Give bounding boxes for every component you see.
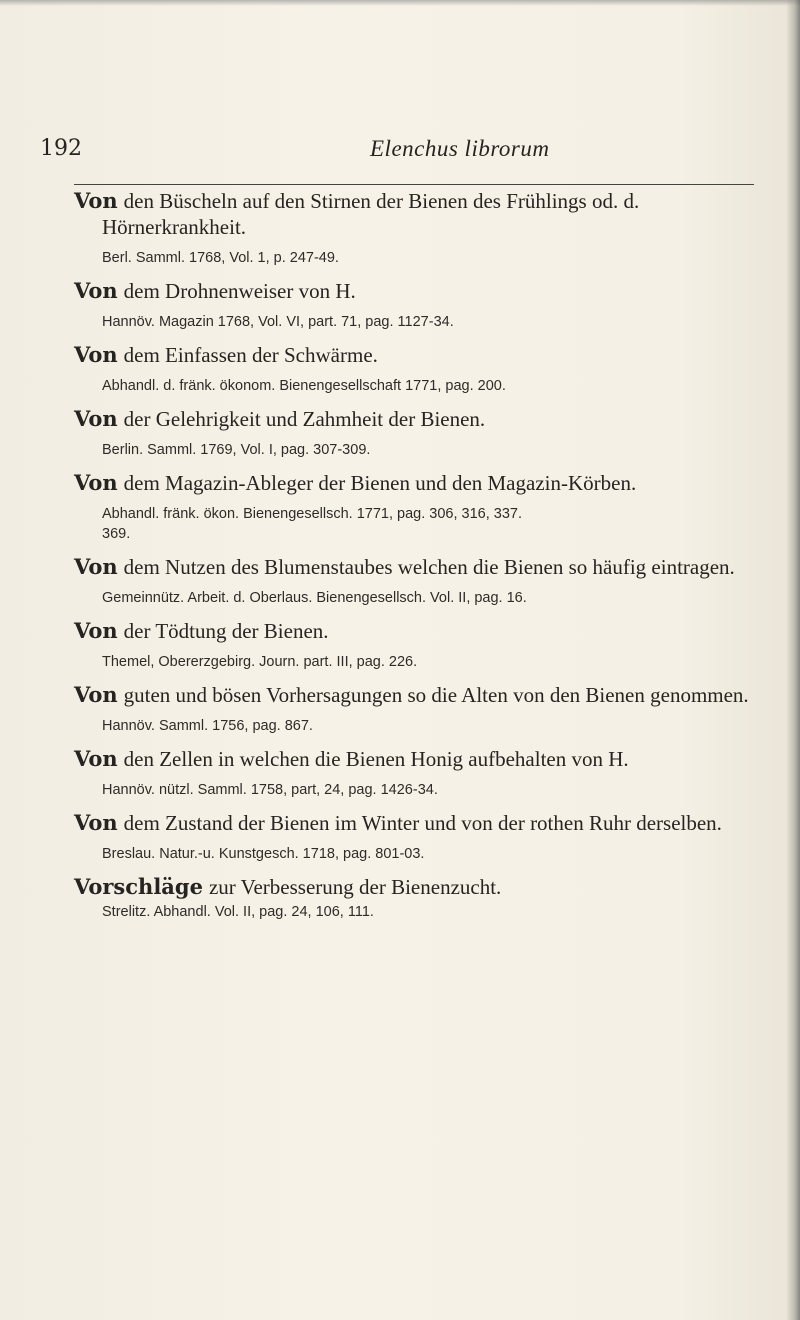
running-title: Elenchus librorum xyxy=(370,136,550,161)
bibliography-entry xyxy=(74,342,764,396)
entry-lead: Von xyxy=(74,188,118,213)
entry-title xyxy=(74,874,764,900)
bibliography-entry xyxy=(74,278,764,332)
bibliography-entry xyxy=(74,406,764,460)
entry-reference: Abhandl. d. fränk. ökonom. Bienengesellschaft 1771, pag. 200. xyxy=(102,378,506,394)
entry-title xyxy=(74,470,764,496)
entry-reference: Strelitz. Abhandl. Vol. II, pag. 24, 106, 111. xyxy=(102,904,374,920)
entry-title xyxy=(74,618,764,644)
entry-title-text: den Zellen in welchen die Bienen Honig aufbehalten von H. xyxy=(123,747,629,771)
entry-lead: Von xyxy=(74,746,118,771)
entry-reference xyxy=(74,504,764,544)
entry-reference: Hannöv. Magazin 1768, Vol. VI, part. 71, pag. 1127-34. xyxy=(102,314,454,330)
entry-title-text: guten und bösen Vorhersagungen so die Alten von den Bienen genommen. xyxy=(123,683,749,707)
bibliography-entry xyxy=(74,746,764,800)
entry-lead: Von xyxy=(74,342,118,367)
entry-reference: Hannöv. Samml. 1756, pag. 867. xyxy=(102,718,313,734)
entry-title xyxy=(74,406,764,432)
bibliography-entry xyxy=(74,874,764,922)
entry-title-text: zur Verbesserung der Bienenzucht. xyxy=(208,875,502,899)
entry-title-text: dem Drohnenweiser von H. xyxy=(123,279,356,303)
page-header xyxy=(40,136,780,166)
entry-reference: Gemeinnütz. Arbeit. d. Oberlaus. Bienengesellsch. Vol. II, pag. 16. xyxy=(102,590,527,606)
entry-title-text: der Gelehrigkeit und Zahmheit der Bienen. xyxy=(123,407,486,431)
entry-lead: Von xyxy=(74,470,118,495)
entry-reference: Berlin. Samml. 1769, Vol. I, pag. 307-309. xyxy=(102,442,371,458)
entry-reference: Berl. Samml. 1768, Vol. 1, p. 247-49. xyxy=(102,250,339,266)
entry-lead: Von xyxy=(74,278,118,303)
entry-reference: Hannöv. nützl. Samml. 1758, part, 24, pag. 1426-34. xyxy=(102,782,438,798)
entry-title xyxy=(74,188,764,240)
entry-reference-continuation: 369. xyxy=(102,526,131,542)
entry-title xyxy=(74,682,764,708)
entry-lead: Von xyxy=(74,554,118,579)
page-number: 192 xyxy=(40,136,82,161)
entry-title-text: den Büscheln auf den Stirnen der Bienen des Frühlings od. d. Hörnerkrankheit. xyxy=(102,189,640,239)
entry-title-text: dem Zustand der Bienen im Winter und von der rothen Ruhr derselben. xyxy=(123,811,722,835)
entry-title xyxy=(74,554,764,580)
header-rule xyxy=(74,184,754,185)
entry-title xyxy=(74,810,764,836)
entry-lead: Von xyxy=(74,618,118,643)
bibliography-entry xyxy=(74,810,764,864)
bibliography-list xyxy=(74,188,764,922)
entry-reference: Breslau. Natur.-u. Kunstgesch. 1718, pag. 801-03. xyxy=(102,846,425,862)
entry-title xyxy=(74,278,764,304)
entry-title-text: dem Einfassen der Schwärme. xyxy=(123,343,378,367)
entry-lead: Vorschläge xyxy=(74,874,203,899)
bibliography-entry xyxy=(74,470,764,544)
bibliography-entry xyxy=(74,682,764,736)
entry-title-text: der Tödtung der Bienen. xyxy=(123,619,329,643)
entry-reference: Themel, Obererzgebirg. Journ. part. III, pag. 226. xyxy=(102,654,418,670)
entry-lead: Von xyxy=(74,406,118,431)
entry-reference-line: Abhandl. fränk. ökon. Bienengesellsch. 1771, pag. 306, 316, 337. xyxy=(102,506,523,522)
entry-lead: Von xyxy=(74,810,118,835)
page-edge-shadow xyxy=(786,0,800,1320)
entry-title xyxy=(74,342,764,368)
bibliography-entry xyxy=(74,554,764,608)
bibliography-entry xyxy=(74,618,764,672)
entry-title xyxy=(74,746,764,772)
bibliography-entry xyxy=(74,188,764,268)
entry-title-text: dem Magazin-Ableger der Bienen und den Magazin-Körben. xyxy=(123,471,637,495)
entry-title-text: dem Nutzen des Blumenstaubes welchen die Bienen so häufig eintragen. xyxy=(123,555,735,579)
entry-lead: Von xyxy=(74,682,118,707)
page-top-shadow xyxy=(0,0,800,6)
